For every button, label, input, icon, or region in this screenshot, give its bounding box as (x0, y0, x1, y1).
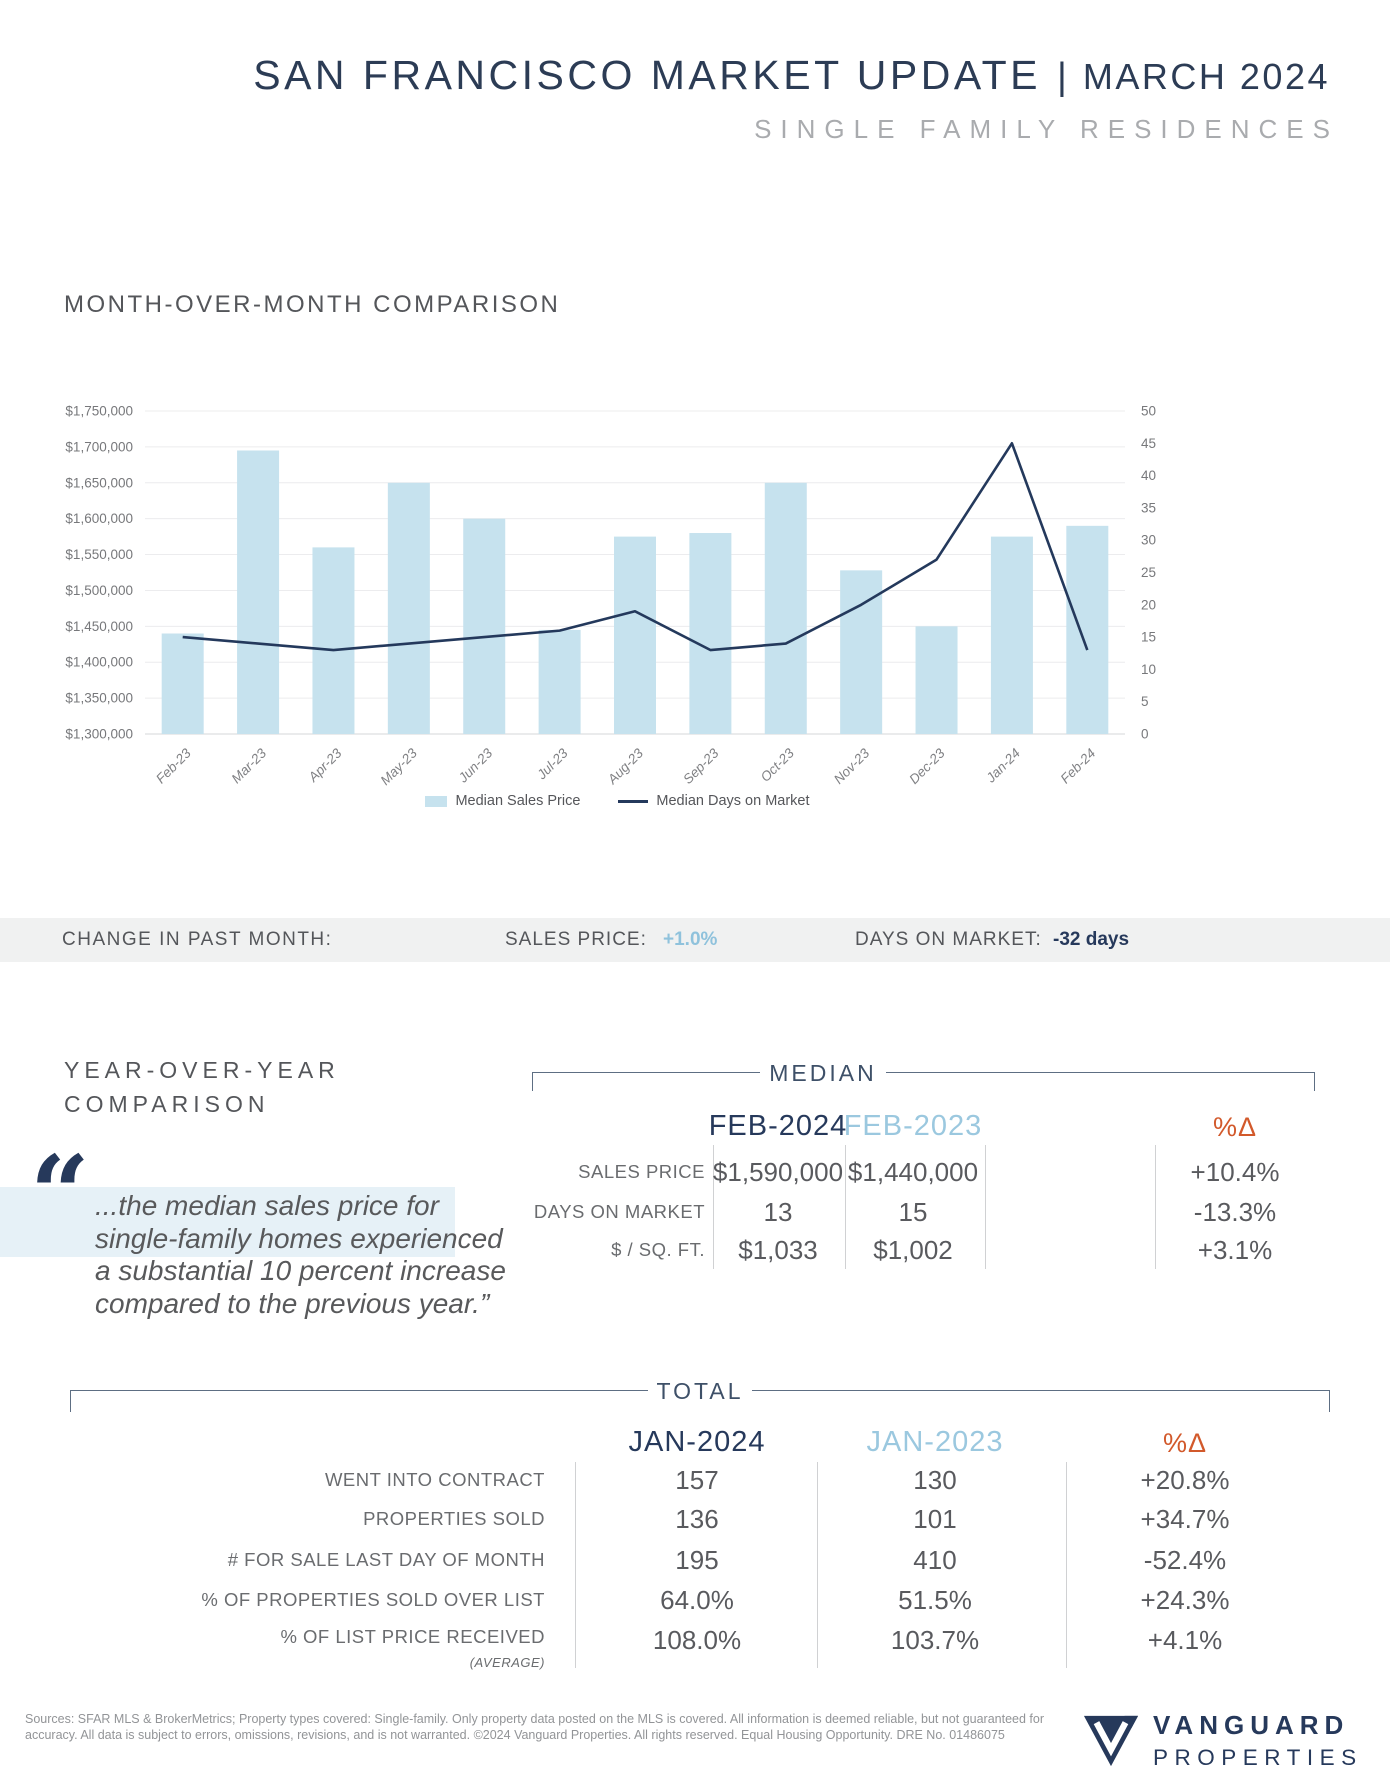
row-value-change: -13.3% (1193, 1197, 1277, 1227)
median-col-previous: FEB-2023 (843, 1110, 983, 1142)
row-sublabel: (AVERAGE) (469, 1655, 545, 1670)
median-bracket-corner-left (532, 1072, 533, 1091)
row-value-previous: 130 (913, 1465, 957, 1495)
median-col-change: %Δ (1212, 1112, 1258, 1142)
row-value-current: 13 (763, 1197, 793, 1227)
row-label: $ / SQ. FT. (611, 1239, 705, 1260)
total-divider (575, 1462, 576, 1668)
row-label: WENT INTO CONTRACT (324, 1469, 545, 1490)
row-value-current: $1,590,000 (712, 1157, 844, 1187)
svg-text:30: 30 (1141, 532, 1157, 548)
yoy-section-heading (64, 1053, 340, 1121)
total-col-current: JAN-2024 (628, 1426, 766, 1458)
page-subtitle: SINGLE FAMILY RESIDENCES (754, 114, 1339, 144)
svg-text:Feb-24: Feb-24 (1057, 745, 1099, 787)
footer-disclaimer-line1: Sources: SFAR MLS & BrokerMetrics; Property types covered: Single-family. Only property data posted on the MLS is covered. All information is deemed reliable, but not guaranteed for (25, 1712, 1045, 1726)
total-bracket-corner-left (70, 1390, 71, 1412)
sales-price-change-value: +1.0% (663, 929, 718, 950)
row-value-previous: $1,440,000 (847, 1157, 979, 1187)
total-bracket-corner-right (1329, 1390, 1330, 1412)
svg-text:0: 0 (1141, 726, 1149, 742)
svg-text:$1,700,000: $1,700,000 (65, 439, 133, 455)
days-on-market-change-value: -32 days (1053, 929, 1130, 950)
median-bracket-line-left (532, 1072, 760, 1073)
svg-text:Jul-23: Jul-23 (534, 745, 571, 783)
legend-item-sales-price (425, 793, 580, 809)
change-strip-label: CHANGE IN PAST MONTH: (62, 929, 333, 950)
row-value-current: 64.0% (660, 1585, 734, 1615)
vanguard-logo-wordmark (1153, 1710, 1363, 1771)
page-title (253, 52, 1330, 99)
vanguard-logo (1082, 1710, 1363, 1771)
median-table-title: MEDIAN (769, 1060, 877, 1086)
svg-text:Jan-24: Jan-24 (983, 745, 1024, 786)
median-bracket-line-right (886, 1072, 1315, 1073)
svg-text:$1,450,000: $1,450,000 (65, 618, 133, 634)
change-strip (0, 918, 1390, 962)
row-label: PROPERTIES SOLD (363, 1508, 545, 1529)
row-value-current: 108.0% (652, 1625, 742, 1655)
row-label: DAYS ON MARKET (533, 1201, 705, 1222)
row-value-previous: 51.5% (898, 1585, 972, 1615)
row-label: SALES PRICE (578, 1161, 705, 1182)
median-bracket-corner-right (1314, 1072, 1315, 1091)
total-table-title: TOTAL (656, 1378, 744, 1404)
svg-text:Nov-23: Nov-23 (830, 745, 873, 787)
svg-text:40: 40 (1141, 468, 1157, 484)
svg-text:Dec-23: Dec-23 (906, 745, 948, 787)
svg-text:$1,350,000: $1,350,000 (65, 690, 133, 706)
svg-text:Mar-23: Mar-23 (228, 745, 270, 787)
legend-label-days-on-market: Median Days on Market (656, 793, 810, 809)
svg-text:5: 5 (1141, 694, 1149, 710)
row-value-previous: 103.7% (890, 1625, 980, 1655)
total-bracket-line-right (752, 1390, 1330, 1391)
quote-mark-icon: “ (30, 1132, 90, 1255)
logo-line2: PROPERTIES (1153, 1745, 1363, 1770)
vanguard-logo-icon (1082, 1713, 1140, 1769)
mom-section-heading: MONTH-OVER-MONTH COMPARISON (64, 291, 561, 318)
total-divider (817, 1462, 818, 1668)
row-value-change: +24.3% (1140, 1585, 1230, 1615)
row-value-change: -52.4% (1143, 1545, 1227, 1575)
svg-text:$1,750,000: $1,750,000 (65, 403, 133, 419)
footer-disclaimer (25, 1712, 1070, 1743)
svg-text:20: 20 (1141, 597, 1157, 613)
title-separator: | (1057, 56, 1067, 98)
bar-swatch-icon (425, 796, 447, 807)
row-value-previous: $1,002 (873, 1235, 953, 1265)
svg-text:Feb-23: Feb-23 (152, 745, 194, 787)
days-on-market-change-label: DAYS ON MARKET: (855, 929, 1042, 950)
row-label (150, 1625, 545, 1673)
row-value-change: +34.7% (1140, 1504, 1230, 1534)
yoy-heading-line2: COMPARISON (64, 1091, 270, 1117)
footer-disclaimer-line2: accuracy. All data is subject to errors, omissions, revisions, and is not warranted. ©2024 Vanguard Properties. All rights reserved. Equal Housing Opportunity. DRE No. 01486075 (25, 1727, 1005, 1742)
total-col-change: %Δ (1162, 1428, 1208, 1458)
quote-line: compared to the previous year.” (95, 1287, 490, 1319)
total-divider (1066, 1462, 1067, 1668)
quote-line: ...the median sales price for (95, 1190, 439, 1221)
row-value-current: 157 (675, 1465, 719, 1495)
svg-text:10: 10 (1141, 661, 1157, 677)
svg-text:$1,400,000: $1,400,000 (65, 654, 133, 670)
row-value-previous: 410 (913, 1545, 957, 1575)
line-swatch-icon (618, 800, 648, 803)
yoy-heading-line1: YEAR-OVER-YEAR (64, 1057, 340, 1083)
svg-text:$1,550,000: $1,550,000 (65, 547, 133, 563)
row-value-change: +20.8% (1140, 1465, 1230, 1495)
sales-price-change-label: SALES PRICE: (505, 929, 647, 950)
row-value-change: +10.4% (1190, 1157, 1280, 1187)
svg-text:$1,500,000: $1,500,000 (65, 582, 133, 598)
page-title-main: SAN FRANCISCO MARKET UPDATE (253, 52, 1042, 98)
svg-text:50: 50 (1141, 403, 1157, 419)
row-value-previous: 15 (898, 1197, 928, 1227)
svg-text:Aug-23: Aug-23 (604, 745, 647, 787)
svg-text:15: 15 (1141, 629, 1157, 645)
svg-text:Sep-23: Sep-23 (680, 745, 722, 787)
row-value-current: $1,033 (738, 1235, 818, 1265)
logo-line1: VANGUARD (1153, 1710, 1350, 1740)
row-value-change: +3.1% (1197, 1235, 1273, 1265)
svg-text:$1,650,000: $1,650,000 (65, 475, 133, 491)
total-col-previous: JAN-2023 (866, 1426, 1004, 1458)
svg-text:$1,600,000: $1,600,000 (65, 511, 133, 527)
row-label: # FOR SALE LAST DAY OF MONTH (227, 1549, 545, 1570)
median-divider (1155, 1145, 1156, 1269)
page-title-month: MARCH 2024 (1082, 56, 1330, 97)
legend-item-days-on-market (618, 793, 809, 809)
svg-text:Oct-23: Oct-23 (757, 745, 797, 785)
svg-text:35: 35 (1141, 500, 1157, 516)
row-value-change: +4.1% (1147, 1625, 1223, 1655)
row-label: % OF PROPERTIES SOLD OVER LIST (201, 1589, 545, 1610)
row-label-text: % OF LIST PRICE RECEIVED (280, 1626, 545, 1647)
legend-label-sales-price: Median Sales Price (455, 793, 581, 809)
svg-text:Jun-23: Jun-23 (455, 745, 496, 786)
quote-line: a substantial 10 percent increase (95, 1255, 506, 1286)
quote-line: single-family homes experienced (95, 1222, 503, 1254)
chart-legend (60, 793, 1175, 809)
svg-text:Apr-23: Apr-23 (305, 745, 345, 785)
quote-text (95, 1190, 506, 1320)
mom-chart-svg (60, 350, 1175, 810)
row-value-current: 136 (675, 1504, 719, 1534)
row-value-previous: 101 (913, 1504, 957, 1534)
svg-text:45: 45 (1141, 435, 1157, 451)
svg-text:$1,300,000: $1,300,000 (65, 726, 133, 742)
svg-text:May-23: May-23 (377, 745, 420, 788)
svg-text:25: 25 (1141, 565, 1157, 580)
total-bracket-line-left (70, 1390, 648, 1391)
row-value-current: 195 (675, 1545, 719, 1575)
median-col-current: FEB-2024 (708, 1110, 848, 1142)
